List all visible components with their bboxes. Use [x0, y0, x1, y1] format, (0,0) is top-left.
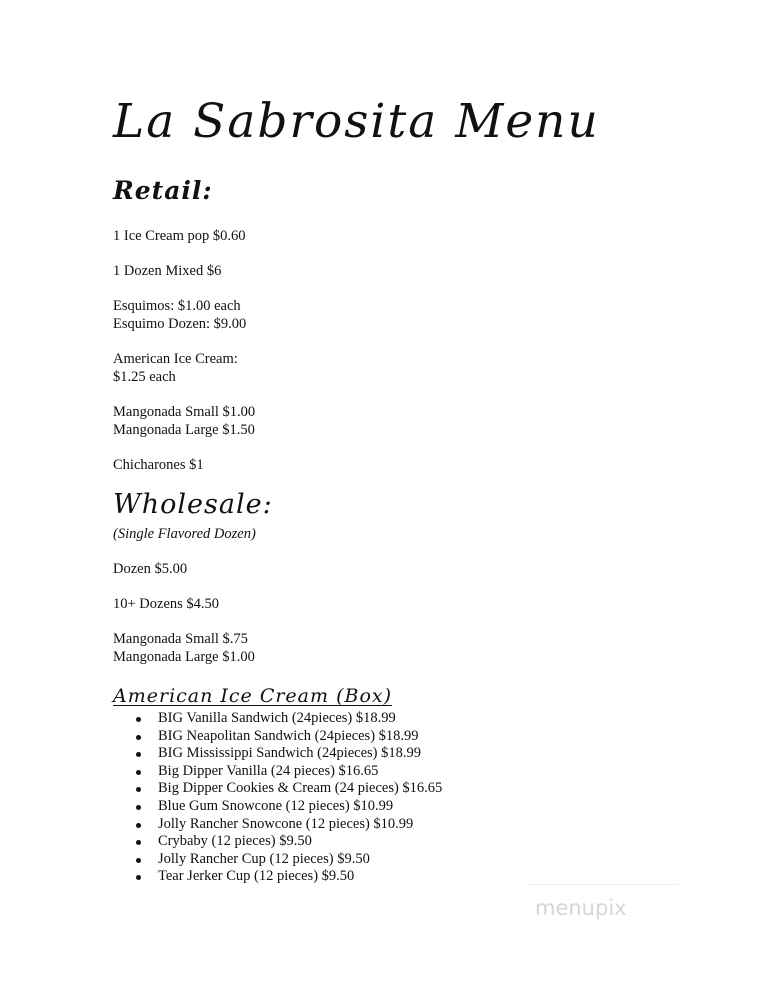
- list-item-text: BIG Mississippi Sandwich (24pieces) $18.99: [158, 745, 421, 762]
- list-item-text: Big Dipper Vanilla (24 pieces) $16.65: [158, 762, 379, 779]
- bullet-icon: [136, 858, 141, 863]
- list-item: [113, 780, 442, 798]
- list-item: [113, 745, 442, 763]
- retail-item-american-ice-cream-price: $1.25 each: [113, 369, 176, 385]
- retail-item-american-ice-cream: American Ice Cream:: [113, 351, 238, 367]
- bullet-icon: [136, 805, 141, 810]
- wholesale-note: (Single Flavored Dozen): [113, 526, 256, 542]
- wholesale-item-ten-plus-dozens: 10+ Dozens $4.50: [113, 596, 220, 612]
- list-item-text: Jolly Rancher Snowcone (12 pieces) $10.99: [158, 815, 414, 832]
- american-box-heading: American Ice Cream (Box): [113, 685, 393, 707]
- list-item-text: Jolly Rancher Cup (12 pieces) $9.50: [158, 850, 370, 867]
- list-item: [113, 816, 442, 834]
- list-item-text: Tear Jerker Cup (12 pieces) $9.50: [158, 868, 355, 885]
- list-item-text: Blue Gum Snowcone (12 pieces) $10.99: [158, 797, 394, 814]
- list-item: [113, 763, 442, 781]
- bullet-icon: [136, 787, 141, 792]
- retail-item-mangonada-small: Mangonada Small $1.00: [113, 404, 256, 420]
- retail-item-esquimos: Esquimos: $1.00 each: [113, 298, 241, 314]
- bullet-icon: [136, 752, 141, 757]
- retail-heading: Retail:: [113, 176, 213, 205]
- list-item: [113, 728, 442, 746]
- list-item-text: BIG Neapolitan Sandwich (24pieces) $18.99: [158, 727, 419, 744]
- retail-item-mangonada-large: Mangonada Large $1.50: [113, 422, 255, 438]
- bullet-icon: [136, 735, 141, 740]
- retail-item-esquimo-dozen: Esquimo Dozen: $9.00: [113, 316, 247, 332]
- list-item: [113, 798, 442, 816]
- bullet-icon: [136, 770, 141, 775]
- wholesale-item-mangonada-small: Mangonada Small $.75: [113, 631, 248, 647]
- wholesale-heading: Wholesale:: [113, 489, 273, 520]
- bullet-icon: [136, 875, 141, 880]
- list-item-text: BIG Vanilla Sandwich (24pieces) $18.99: [158, 710, 396, 726]
- list-item: [113, 710, 442, 728]
- bullet-icon: [136, 823, 141, 828]
- list-item: [113, 833, 442, 851]
- list-item-text: Crybaby (12 pieces) $9.50: [158, 833, 312, 850]
- bullet-icon: [136, 717, 141, 722]
- watermark-logo: menupix: [535, 896, 627, 920]
- page-title: La Sabrosita Menu: [113, 94, 600, 149]
- bullet-icon: [136, 840, 141, 845]
- list-item: [113, 851, 442, 869]
- watermark-rule: [528, 884, 678, 885]
- american-box-list: [113, 710, 442, 886]
- list-item: [113, 868, 442, 886]
- wholesale-item-mangonada-large: Mangonada Large $1.00: [113, 649, 255, 665]
- wholesale-item-dozen: Dozen $5.00: [113, 561, 188, 577]
- retail-item-chicharones: Chicharones $1: [113, 457, 204, 473]
- retail-item-dozen-mixed: 1 Dozen Mixed $6: [113, 263, 222, 279]
- list-item-text: Big Dipper Cookies & Cream (24 pieces) $16.65: [158, 780, 443, 797]
- retail-item-ice-cream-pop: 1 Ice Cream pop $0.60: [113, 228, 246, 244]
